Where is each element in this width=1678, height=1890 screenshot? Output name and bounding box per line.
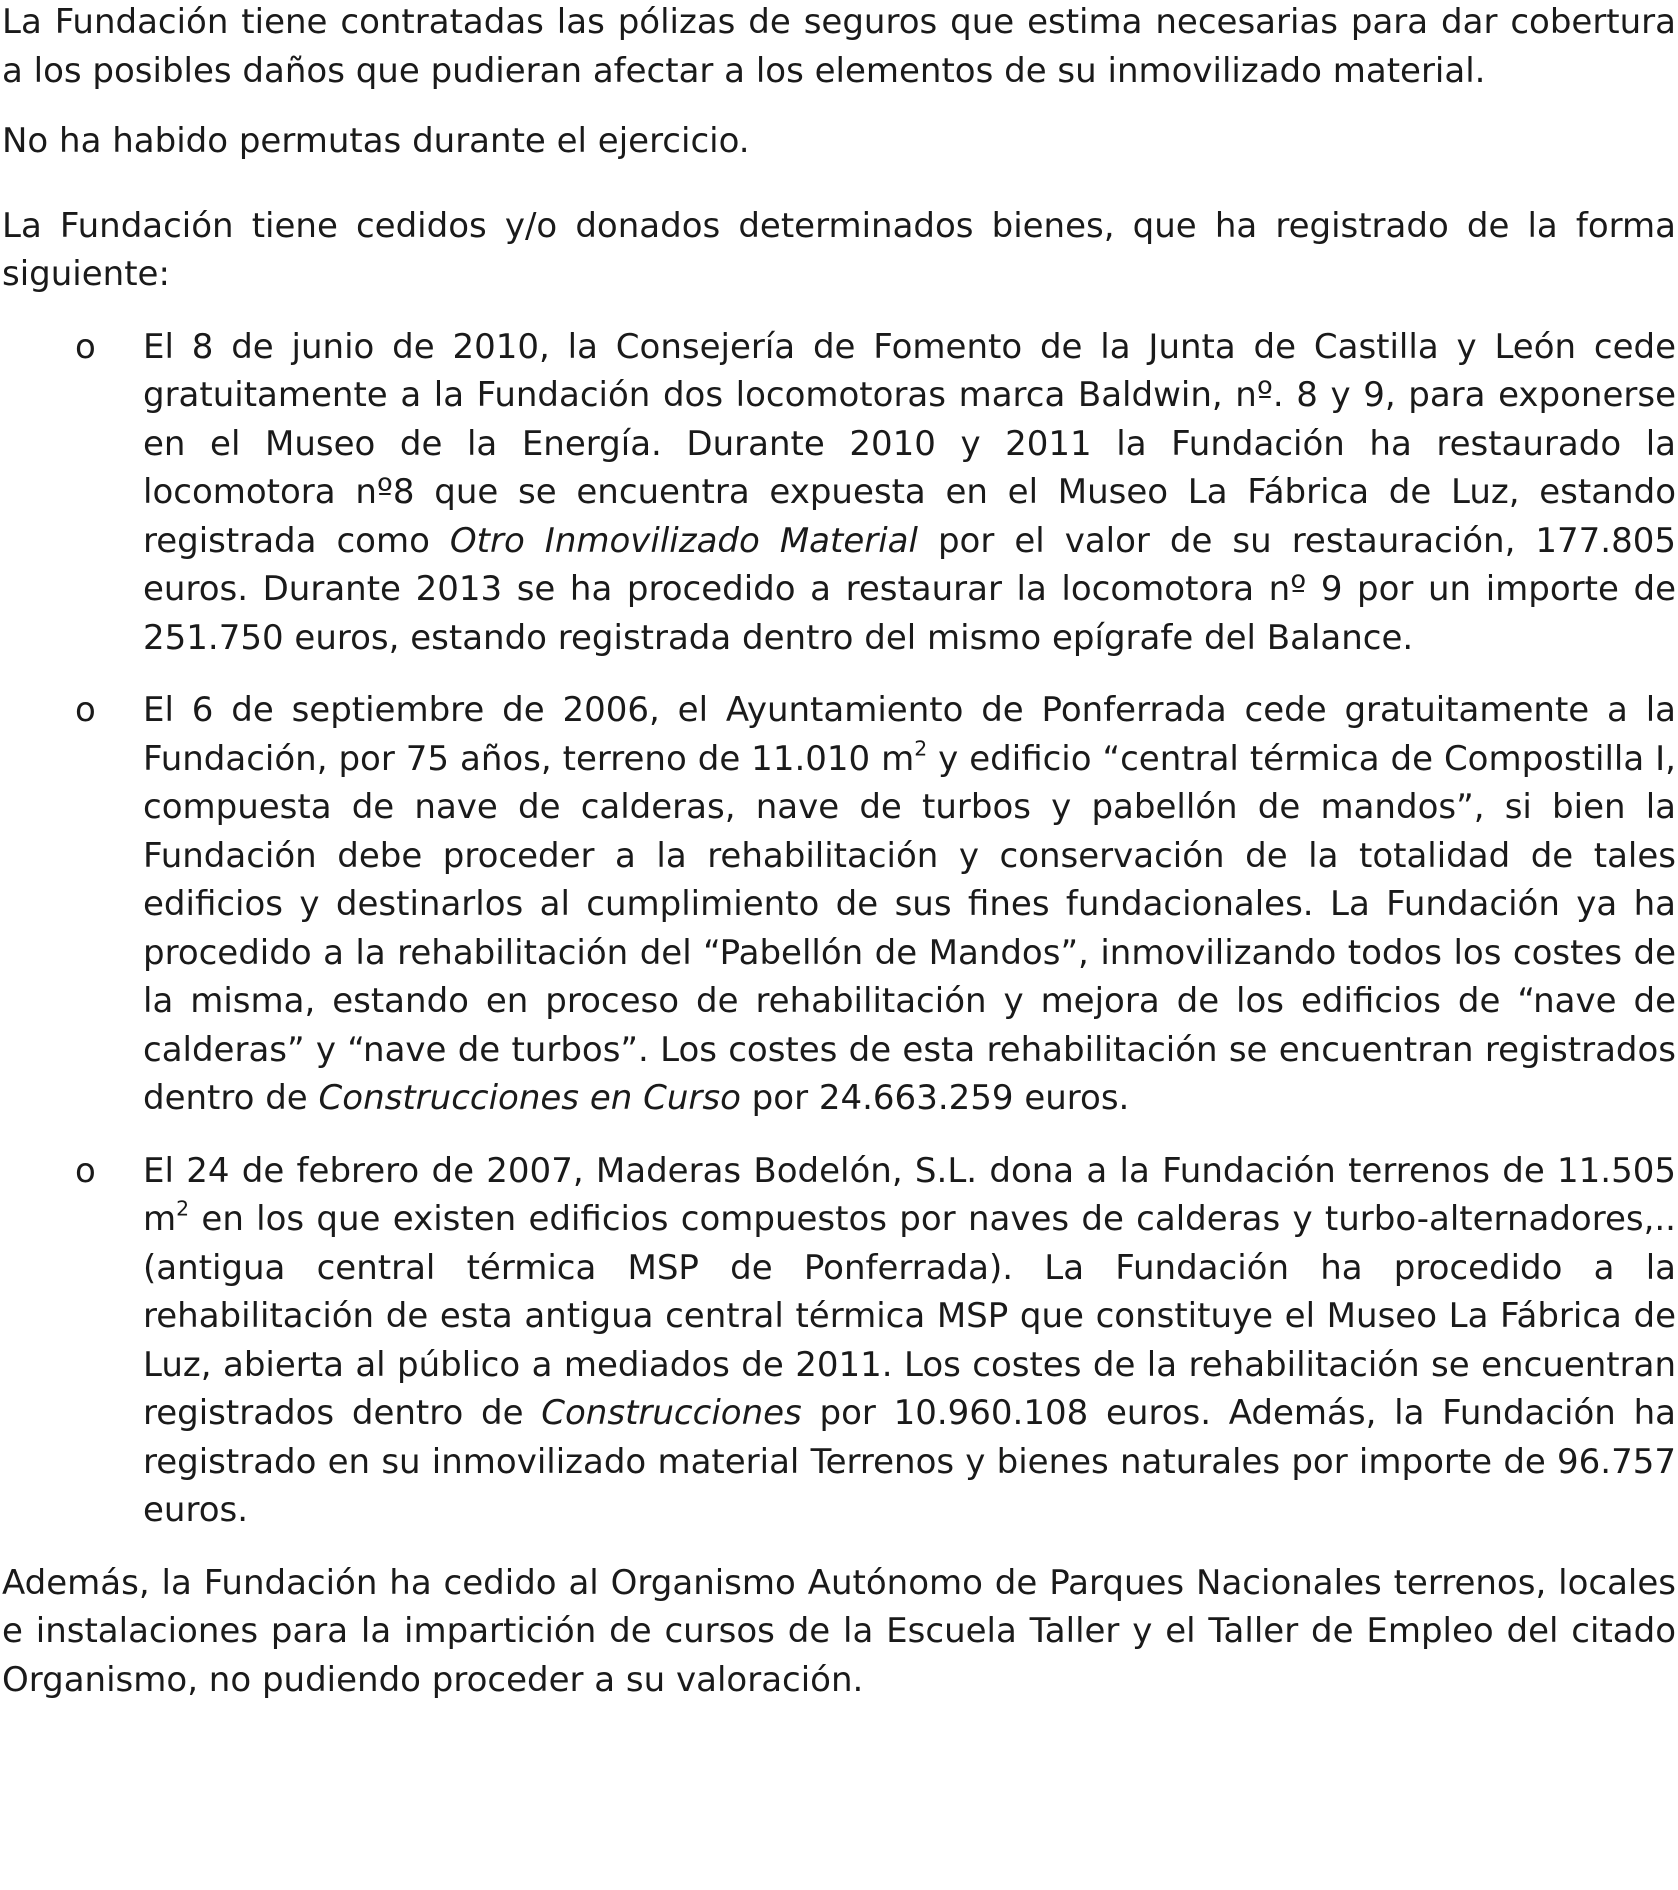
superscript: 2 (914, 736, 928, 761)
assets-list (2, 323, 1676, 1535)
list-item-msp (2, 1147, 1676, 1535)
italic-term: Construcciones en Curso (318, 1078, 741, 1118)
document-page (2, 0, 1676, 1704)
paragraph-insurance: La Fundación tiene contratadas las pólizas de seguros que estima necesarias para dar cobertura a los posibles daños que pudieran afectar a los elementos de su inmovilizado material. (2, 2, 1676, 91)
list-item-text (143, 686, 1676, 1123)
list-item-text (143, 1147, 1676, 1535)
paragraph-exchanges: No ha habido permutas durante el ejercicio. (2, 121, 750, 161)
text-run: El 8 de junio de 2010, la Consejería de Fomento de la Junta de Castilla y León cede gratuitamente a la Fundación dos locomotoras marca Baldwin, nº. 8 y 9, para exponerse en el Museo de la Energía. Durante 2010 y 2011 la Fundación ha restaurado la locomotora nº8 que se encuentra expuesta en el Museo La Fábrica de Luz, estando registrada como (143, 326, 1676, 561)
text-run: por 10.960.108 euros. Además, la Fundación ha registrado en su inmovilizado material Terrenos y bienes naturales por importe de 96.757 euros. (143, 1393, 1676, 1530)
paragraph-assets-intro: La Fundación tiene cedidos y/o donados determinados bienes, que ha registrado de la forma siguiente: (2, 205, 1676, 294)
text-run: por el valor de su restauración, 177.805 euros. Durante 2013 se ha procedido a restaurar la locomotora nº 9 por un importe de 251.750 euros, estando registrada dentro del mismo epígrafe del Balance. (143, 520, 1676, 658)
list-item-locomotives (2, 323, 1676, 663)
paragraph-ceded-to-parks: Además, la Fundación ha cedido al Organismo Autónomo de Parques Nacionales terrenos, locales e instalaciones para la impartición de cursos de la Escuela Taller y el Taller de Empleo del citado Organismo, no pudiendo proceder a su valoración. (2, 1562, 1676, 1700)
italic-term: Construcciones (541, 1393, 802, 1433)
bullet-marker: o (75, 326, 96, 367)
text-run: en los que existen edificios compuestos por naves de calderas y turbo-alternadores,..(antigua central térmica MSP de Ponferrada). La Fundación ha procedido a la rehabilitación de esta antigua central térmica MSP que constituye el Museo La Fábrica de Luz, abierta al público a mediados de 2011. Los costes de la rehabilitación se encuentran registrados dentro de (143, 1199, 1676, 1433)
bullet-marker: o (75, 1150, 96, 1191)
text-run: por 24.663.259 euros. (740, 1078, 1130, 1118)
italic-term: Otro Inmovilizado Material (449, 520, 918, 561)
list-item-text (143, 323, 1676, 663)
text-run: El 24 de febrero de 2007, Maderas Bodelón, S.L. dona a la Fundación terrenos de 11.505 m (143, 1150, 1676, 1239)
text-run: El 6 de septiembre de 2006, el Ayuntamiento de Ponferrada cede gratuitamente a la Fundación, por 75 años, terreno de 11.010 m (143, 690, 1676, 779)
superscript: 2 (176, 1196, 190, 1221)
bullet-marker: o (75, 690, 96, 730)
list-item-compostilla (2, 686, 1676, 1123)
text-run: y edificio “central térmica de Compostilla I, compuesta de nave de calderas, nave de turbos y pabellón de mandos”, si bien la Fundación debe proceder a la rehabilitación y conservación de la totalidad de tales edificios y destinarlos al cumplimiento de sus fines fundacionales. La Fundación ya ha procedido a la rehabilitación del “Pabellón de Mandos”, inmovilizando todos los costes de la misma, estando en proceso de rehabilitación y mejora de los edificios de “nave de calderas” y “nave de turbos”. Los costes de esta rehabilitación se encuentran registrados dentro de (143, 738, 1676, 1118)
